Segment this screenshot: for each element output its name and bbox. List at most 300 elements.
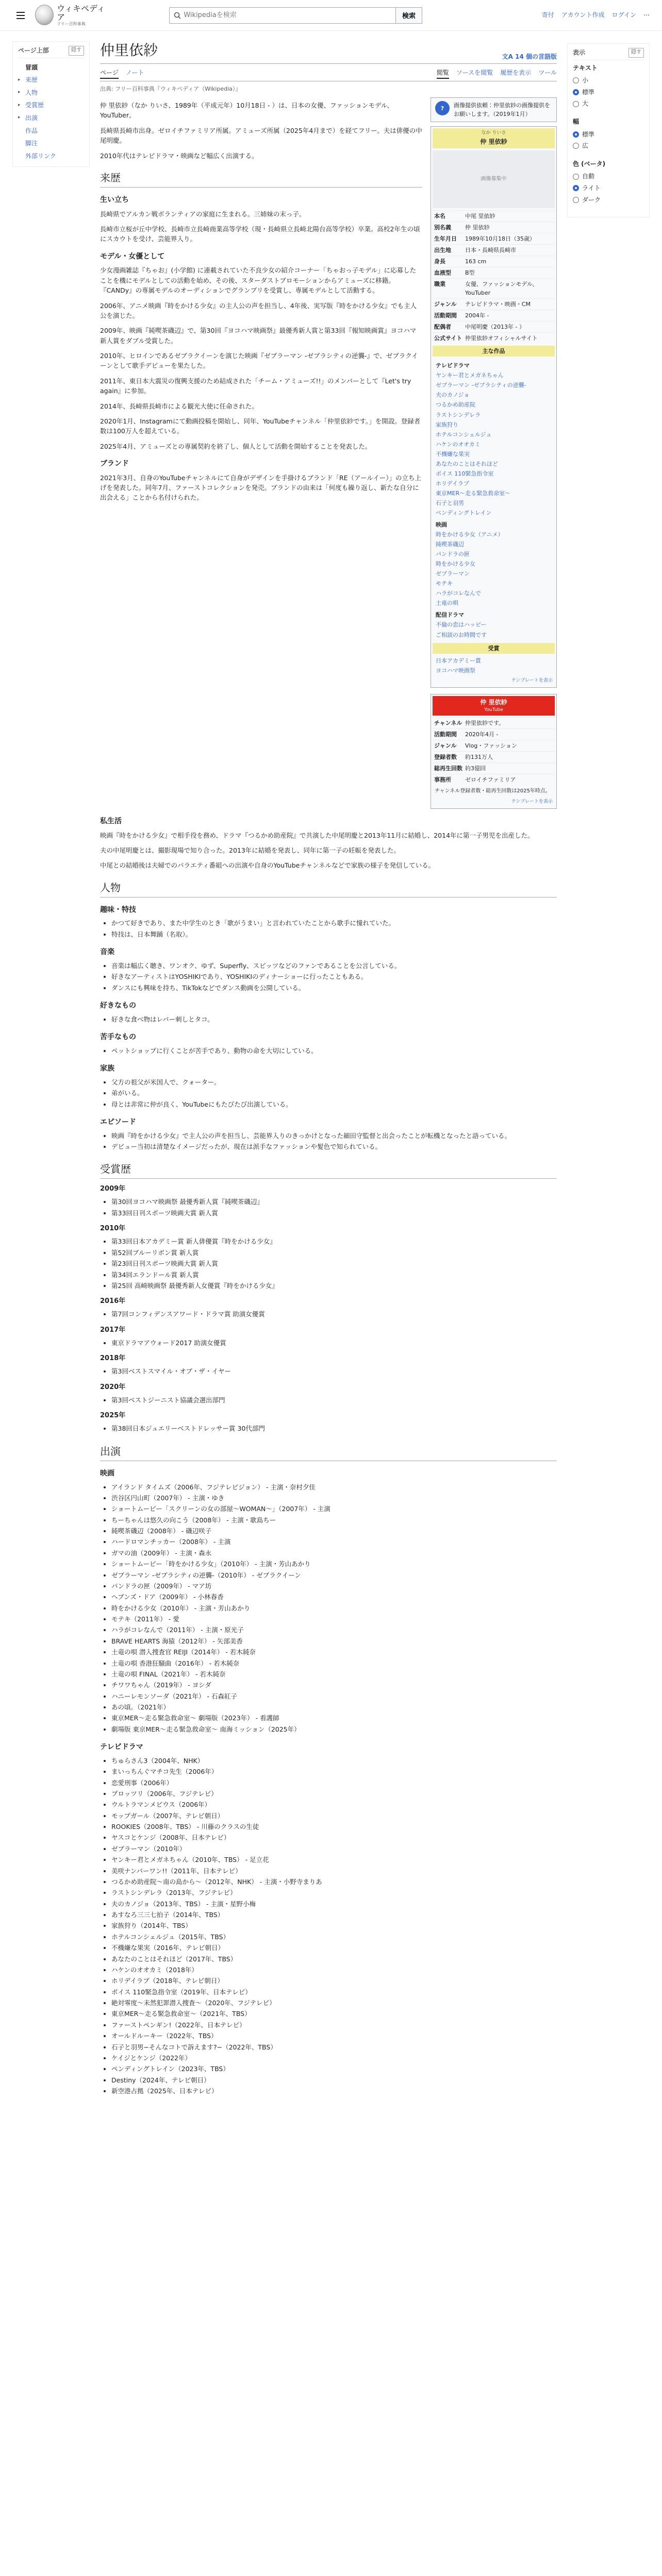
list-item: • ショートムービー「スクリーンの女の部屋〜WOMAN〜」（2007年） - 主演 [111, 1503, 557, 1514]
radio-option[interactable] [573, 182, 644, 194]
list-item: • 石子と羽男−そんなコトで訴えます?−（2022年、TBS） [111, 2042, 557, 2053]
list-item: • 渋谷区円山町（2007年） - 主演・ゆき [111, 1493, 557, 1503]
award-item: • 東京ドラマアウォード2017 助演女優賞 [111, 1337, 557, 1348]
infobox-key: 活動期間 [434, 731, 457, 738]
list-item: • 好きなアーティストはYOSHIKIであり、YOSHIKIのディナーショーに行ったこともある。 [111, 971, 557, 982]
list-item: • ゼブラーマン（2010年） [111, 1843, 557, 1854]
infobox-value: 約3億回 [465, 765, 486, 772]
heading-family: 家族 [100, 1064, 114, 1073]
award-item: • 第33回日本アカデミー賞 新人俳優賞『時をかける少女』 [111, 1236, 557, 1247]
award-item: • 第25回 高崎映画祭 最優秀新人女優賞『時をかける少女』 [111, 1280, 557, 1291]
radio-label: 広 [582, 142, 589, 150]
lead-section [100, 100, 422, 161]
infobox-ruby: なか りいさ [481, 130, 506, 136]
infobox-work-link[interactable]: 時をかける少女（アニメ） [436, 531, 504, 538]
dislikes-list [111, 1045, 557, 1056]
infobox-value: 仲里依紗です。 [465, 720, 505, 727]
award-year: 2025年 [100, 1412, 126, 1420]
awards-section [100, 1184, 557, 1434]
award-item: • 第23回日刊スポーツ映画大賞 新人賞 [111, 1258, 557, 1269]
infobox-column [431, 97, 557, 809]
display-title: 表示 [573, 49, 586, 56]
infobox-key: 活動期間 [434, 312, 457, 319]
radio-option[interactable] [573, 87, 644, 98]
infobox-row [433, 740, 555, 751]
award-year: 2020年 [100, 1383, 126, 1391]
list-item: • オールドルーキー（2022年、TBS） [111, 2030, 557, 2041]
infobox-key: 血液型 [434, 269, 451, 276]
list-item: • アイランド タイムズ（2006年、フジテレビジョン） - 主演・奈村夕佳 [111, 1482, 557, 1493]
search-input[interactable] [184, 11, 391, 19]
radio-option[interactable] [573, 98, 644, 110]
heading-films: 映画 [100, 1469, 114, 1478]
infobox-work-link[interactable]: ご相談のお時間です [436, 631, 487, 638]
heading-career: 来歴 [100, 170, 422, 188]
infobox-row [433, 717, 555, 728]
list-item: • ちゅらさん3（2004年、NHK） [111, 1755, 557, 1766]
paragraph: 2025年4月、アミューズとの専属契約を終了し、個人として活動を開始することを発表した。 [100, 442, 372, 450]
camera-icon: ? [435, 101, 450, 115]
award-list [111, 1366, 557, 1377]
infobox-key: 本名 [434, 212, 445, 219]
award-year: 2016年 [100, 1297, 126, 1306]
hobbies-list [111, 918, 557, 940]
list-item: • ラストシンデレラ（2013年、フジテレビ） [111, 1887, 557, 1898]
toc-item[interactable] [18, 125, 84, 138]
list-item: • Destiny（2024年、テレビ朝日） [111, 2075, 557, 2086]
radio-button[interactable] [573, 101, 579, 107]
list-item: • 絶対零度〜未然犯罪潜入捜査〜（2020年、フジテレビ） [111, 1997, 557, 2008]
list-item: • ショートムービー「時をかける少女」（2010年） - 主演・芳山あかり [111, 1558, 557, 1569]
heading-private-life: 私生活 [100, 817, 122, 825]
tab-tools[interactable]: ツール [538, 69, 557, 77]
radio-button[interactable] [573, 185, 579, 191]
award-list [111, 1395, 557, 1405]
infobox-works-heading: 主な作品 [433, 346, 555, 357]
search-button[interactable]: 検索 [396, 7, 422, 24]
infobox-work-link[interactable]: ボイス 110緊急指令室 [436, 470, 494, 477]
tab-article[interactable]: ページ [100, 68, 119, 79]
list-item: • あの頃。（2021年） [111, 1702, 557, 1713]
list-item: • ダンスにも興味を持ち、TikTokなどでダンス動画を公開している。 [111, 982, 557, 993]
main-menu-button[interactable] [12, 7, 29, 24]
award-list [111, 1423, 557, 1434]
radio-option[interactable] [573, 75, 644, 87]
infobox-work-link[interactable]: あなたのことはそれほど [436, 460, 498, 467]
infobox-work-link[interactable]: 土竜の唄 [436, 600, 458, 607]
create-account-link[interactable]: アカウント作成 [561, 11, 605, 19]
infobox-work-link[interactable]: 不倫の恋はハッピー [436, 621, 487, 629]
infobox-work-link[interactable]: モテキ [436, 580, 453, 587]
episodes-list [111, 1130, 557, 1153]
site-header [0, 0, 662, 31]
infobox-row [433, 233, 555, 244]
infobox-work-link[interactable]: 純喫茶磯辺 [436, 541, 464, 548]
list-item: • 母とは非常に仲が良く、YouTubeにもたびたび出演している。 [111, 1099, 557, 1110]
award-item: • 第3回ベストジーニスト協議会選出部門 [111, 1395, 557, 1405]
youtube-infobox-note: チャンネル登録者数・総再生回数は2025年時点。 [435, 788, 551, 794]
paragraph: 2010年代はテレビドラマ・映画など幅広く出演する。 [100, 151, 258, 160]
films-list [111, 1482, 557, 1735]
heading-model-actress: モデル・女優として [100, 252, 165, 261]
list-item: • ハラがコレなんで（2011年） - 主演・原光子 [111, 1624, 557, 1635]
globe-icon [35, 5, 54, 25]
list-item: • デビュー当初は清楚なイメージだったが、現在は派手なファッションや髪色で知られている。 [111, 1141, 557, 1152]
award-item: • 第34回エランドール賞 新人賞 [111, 1269, 557, 1280]
radio-button[interactable] [573, 131, 579, 138]
career-model-actress [100, 265, 422, 451]
list-item: • ファーストペンギン!（2022年、日本テレビ） [111, 2020, 557, 2030]
list-item: • 夫のカノジョ（2013年、TBS） - 主演・星野小梅 [111, 1899, 557, 1909]
list-item: • あすなろ三三七拍子（2014年、TBS） [111, 1909, 557, 1920]
infobox-row [433, 210, 555, 222]
dramas-list [111, 1755, 557, 2097]
list-item: • ケイジとケンジ（2022年） [111, 2053, 557, 2063]
toc-item-label: 外部リンク [25, 152, 56, 160]
list-item: • ウルトラマンメビウス（2006年） [111, 1799, 557, 1810]
toc-title: ページ上部 [18, 47, 49, 54]
heading-works: 出演 [100, 1444, 557, 1461]
list-item: • ボイス 110緊急指令室（2019年、日本テレビ） [111, 1987, 557, 1997]
toc-item[interactable] [18, 99, 84, 112]
radio-option[interactable] [573, 194, 644, 206]
infobox-work-link[interactable]: 家族狩り [436, 421, 458, 428]
login-link[interactable]: ログイン [611, 11, 636, 19]
infobox-row [433, 728, 555, 740]
infobox-value: 仲里依紗オフィシャルサイト [465, 335, 538, 342]
award-year: 2009年 [100, 1185, 126, 1193]
infobox-row [433, 762, 555, 774]
heading-brand: ブランド [100, 460, 129, 468]
paragraph: 2006年、アニメ映画『時をかける少女』の主人公の声を担当し、4年後、実写版『時をかける少女』でも主人公を演じた。 [100, 301, 417, 319]
infobox-value: ゼロイチファミリア [465, 776, 516, 784]
radio-label: ダーク [582, 196, 601, 204]
radio-label: 自動 [582, 173, 595, 180]
toc-item[interactable] [18, 87, 84, 99]
paragraph: 長崎県でアルカン戦ボランティアの家庭に生まれる。三姉妹の末っ子。 [100, 210, 306, 218]
chevron-right-icon[interactable]: ▸ [18, 90, 21, 95]
toc-item[interactable] [18, 137, 84, 150]
list-item: • 恋愛刑事（2006年） [111, 1777, 557, 1788]
toc-item-label: 来歴 [25, 76, 38, 84]
list-item: • ペンディングトレイン（2023年、TBS） [111, 2063, 557, 2074]
infobox-value: Vlog・ファッション [465, 742, 517, 750]
infobox-key: 事務所 [434, 776, 451, 784]
list-item: • ヘブンズ・ドア（2009年） - 小林春香 [111, 1591, 557, 1602]
infobox-works-category: 配信ドラマ [436, 612, 464, 619]
infobox-value: 女優、ファッションモデル、YouTuber [465, 280, 538, 296]
paragraph: 長崎県長崎市出身。ゼロイチファミリア所属。アミューズ所属（2025年4月まで）を経てフリー。夫は俳優の中尾明慶。 [100, 126, 422, 145]
youtube-infobox-name: 仲 里依紗 [480, 698, 507, 706]
radio-option[interactable] [573, 129, 644, 141]
infobox-row [433, 332, 555, 344]
infobox-key: 職業 [434, 280, 445, 287]
infobox-work-link[interactable]: 夫のカノジョ [436, 392, 470, 399]
radio-label: 大 [582, 100, 589, 108]
radio-button[interactable] [573, 197, 579, 203]
paragraph: 2014年、長崎県長崎市による観光大使に任命された。 [100, 402, 258, 410]
radio-label: 小 [582, 77, 589, 84]
paragraph: 夫の中尾明慶とは、撮影現場で知り合った。2013年に結婚を発表し、同年に第一子の妊娠を発表した。 [100, 846, 400, 854]
award-year: 2018年 [100, 1354, 126, 1363]
list-item: • ゼブラーマン -ゼブラシティの逆襲-（2010年） - ゼブラクイーン [111, 1570, 557, 1581]
heading-music: 音楽 [100, 948, 114, 957]
infobox-name: 仲 里依紗 [480, 138, 507, 146]
infobox-work-link[interactable]: ヤンキー君とメガネちゃん [436, 372, 504, 379]
infobox-work-link[interactable]: 時をかける少女 [436, 561, 475, 568]
infobox-row [433, 298, 555, 310]
list-item: • 劇場版 東京MER〜走る緊急救命室〜 南海ミッション（2025年） [111, 1724, 557, 1735]
list-item: • 東京MER〜走る緊急救命室〜（2021年、TBS） [111, 2008, 557, 2019]
list-item: • まいっちんぐマチコ先生（2006年） [111, 1766, 557, 1777]
toc-item[interactable] [18, 150, 84, 163]
infobox-key: 総再生回数 [434, 765, 462, 772]
paragraph: 長崎市立桜が丘中学校、長崎市立長崎商業高等学校（現・長崎県立長崎北陽台高等学校）卒業。高校2年生の頃にスカウトを受け、芸能界入り。 [100, 225, 420, 243]
infobox-row [433, 222, 555, 233]
list-item: • 美咲ナンバーワン!!（2011年、日本テレビ） [111, 1866, 557, 1876]
youtube-template-link[interactable]: テンプレートを表示 [511, 799, 553, 804]
list-item: • ハケンのオオカミ（2018年） [111, 1964, 557, 1975]
heading-dramas: テレビドラマ [100, 1743, 143, 1752]
radio-label: ライト [582, 184, 601, 192]
infobox-photo-placeholder: 画像募集中 [433, 150, 555, 208]
award-list [111, 1309, 557, 1319]
list-item: • ペットショップに行くことが苦手であり、動物の命を大切にしている。 [111, 1045, 557, 1056]
chevron-right-icon[interactable]: ▸ [18, 115, 21, 121]
infobox-row [433, 267, 555, 278]
list-item: • ヤスコとケンジ（2008年、日本テレビ） [111, 1832, 557, 1843]
infobox-award-link[interactable]: ヨコハマ映画祭 [436, 667, 475, 674]
list-item: • BRAVE HEARTS 海猿（2012年） - 矢部美香 [111, 1636, 557, 1647]
toc-hide-button[interactable]: 隠す [69, 46, 84, 56]
chevron-right-icon[interactable]: ▸ [18, 77, 21, 82]
infobox-row [433, 256, 555, 267]
infobox-key: 別名義 [434, 224, 451, 231]
language-button[interactable]: 文A 14 個の言語版 [502, 53, 557, 60]
toc-item-label: 冒頭 [25, 63, 38, 71]
infobox-work-link[interactable]: 不機嫌な果実 [436, 450, 470, 457]
music-list [111, 960, 557, 993]
infobox-value: 2004年 - [465, 312, 489, 319]
chevron-right-icon[interactable]: ▸ [18, 102, 21, 108]
list-item: • 家族狩り（2014年、TBS） [111, 1920, 557, 1931]
radio-label: 標準 [582, 130, 595, 138]
infobox-key: 出生地 [434, 246, 451, 253]
career-brand [100, 473, 422, 503]
infobox-key: チャンネル [434, 720, 462, 727]
list-item: • ヤンキー君とメガネちゃん（2010年、TBS） - 足立花 [111, 1854, 557, 1865]
radio-button[interactable] [573, 143, 579, 149]
width-label: 幅 [573, 117, 580, 125]
list-item: • かつて好きであり、また中学生のとき「歌がうまい」と言われていたことから歌手に憧れていた。 [111, 918, 557, 928]
infobox-key: ジャンル [434, 301, 457, 308]
award-item: • 第33回日刊スポーツ映画大賞 新人賞 [111, 1208, 557, 1218]
toc-item-label: 作品 [25, 127, 38, 134]
list-item: • モップガール（2007年、テレビ朝日） [111, 1810, 557, 1821]
list-item: • 映画『時をかける少女』で主人公の声を担当し、芸能界入りのきっかけとなった細田守監督と出会ったことが転機となったと語っている。 [111, 1130, 557, 1141]
infobox-row [433, 751, 555, 762]
award-item: • 第30回ヨコハマ映画祭 最優秀新人賞『純喫茶磯辺』 [111, 1196, 557, 1207]
toc-item-label: 受賞歴 [25, 101, 44, 109]
list-item: • つるかめ助産院〜南の島から〜（2012年、NHK） - 主演・小野寺まりあ [111, 1876, 557, 1887]
infobox-row [433, 774, 555, 785]
logo-title: ウィキペディア [56, 3, 105, 23]
heading-person: 人物 [100, 880, 557, 897]
infobox-works-category: 映画 [436, 521, 447, 529]
list-item: • プロッツリ（2006年、フジテレビ） [111, 1788, 557, 1799]
tab-read[interactable]: 閲覧 [437, 68, 449, 79]
list-item: • 土竜の唄 香港狂騒曲（2016年） - 若木純奈 [111, 1658, 557, 1669]
list-item: • 純喫茶磯辺（2008年） - 磯辺咲子 [111, 1526, 557, 1536]
likes-list [111, 1014, 557, 1025]
paragraph: 2009年、映画『純喫茶磯辺』で、第30回『ヨコハマ映画祭』最優秀新人賞と第33回『報知映画賞』ヨコハマ新人賞をダブル受賞した。 [100, 327, 417, 345]
career-early-life [100, 209, 422, 244]
infobox-work-link[interactable]: ゼブラーマン -ゼブラシティの逆襲- [436, 382, 526, 389]
list-item: • あなたのことはそれほど（2017年、TBS） [111, 1954, 557, 1964]
infobox-work-link[interactable]: ハラがコレなんで [436, 590, 481, 597]
infobox-row [433, 310, 555, 321]
logo-subtitle: フリー百科事典 [56, 21, 86, 26]
tab-talk[interactable]: ノート [125, 69, 144, 77]
toc-item[interactable] [18, 74, 84, 87]
donate-link[interactable]: 寄付 [541, 11, 554, 19]
toc-item-label: 出演 [25, 114, 38, 122]
infobox-value: 日本・長崎県長崎市 [465, 246, 516, 253]
list-item: • ハニーレモンソーダ（2021年） - 石森紅子 [111, 1691, 557, 1702]
radio-label: 標準 [582, 88, 595, 96]
infobox-work-link[interactable]: パンドラの匣 [436, 551, 470, 558]
paragraph: 2010年、ヒロインであるゼブラクイーンを演じた映画『ゼブラーマン -ゼブラシティの逆襲-』で、ゼブラクイーンとして歌手デビューを果たした。 [100, 352, 418, 370]
list-item: • 土竜の唄 FINAL（2021年） - 若木純奈 [111, 1669, 557, 1680]
list-item: • 好きな食べ物はレバー刺しとタコ。 [111, 1014, 557, 1025]
toc-panel [12, 41, 90, 167]
infobox-template-link[interactable]: テンプレートを表示 [511, 677, 553, 683]
infobox [431, 126, 557, 688]
list-item: • ホリデイラブ（2018年、テレビ朝日） [111, 1975, 557, 1986]
award-year: 2010年 [100, 1225, 126, 1233]
infobox-awards-heading: 受賞 [433, 643, 555, 654]
radio-button[interactable] [573, 89, 579, 95]
radio-option[interactable] [573, 140, 644, 152]
heading-awards: 受賞歴 [100, 1161, 557, 1179]
infobox-work-link[interactable]: ゼブラーマン [436, 570, 470, 578]
radio-button[interactable] [573, 174, 579, 180]
search-form [169, 7, 422, 24]
list-item: • 父方の祖父が米国人で、クォーター。 [111, 1077, 557, 1088]
page-tabs [100, 66, 557, 81]
list-item: • 時をかける少女（2010年） - 主演・芳山あかり [111, 1603, 557, 1614]
youtube-infobox-sub: YouTube [484, 707, 503, 713]
list-item: • 不機嫌な果実（2016年、テレビ朝日） [111, 1942, 557, 1953]
heading-early-life: 生い立ち [100, 195, 129, 204]
wikipedia-logo[interactable] [35, 4, 107, 27]
paragraph: 少女漫画雑誌『ちゃお』(小学館) に連載されていた不良少女の紹介コーナー「ちゃおっ子モデル」に応募したことを機にモデルとしての活動を始め、その後、スターダストプロモーションからアミューズに移籍。『CANDy』の専属モデルのオーディションでグランプリを受賞し、専属モデルとして活動する。 [100, 266, 417, 295]
page-title: 仲里依紗 [100, 42, 158, 59]
list-item: • ホテルコンシェルジュ（2015年、TBS） [111, 1931, 557, 1942]
award-item: • 第3回ベストスマイル・オブ・ザ・イヤー [111, 1366, 557, 1377]
text-size-label: テキスト [573, 64, 598, 72]
more-icon[interactable]: ⋯ [643, 11, 650, 19]
list-item: • ちーちゃんは悠久の向こう（2008年） - 主演・歌島ちー [111, 1515, 557, 1526]
infobox-key: 登録者数 [434, 754, 457, 761]
display-options-column [567, 31, 650, 2100]
radio-button[interactable] [573, 77, 579, 83]
paragraph: 2021年3月、自身のYouTubeチャンネルにて自身がデザインを手掛けるブランド「RE（アールイー）」の立ち上げを発表した。同年7月、ファーストコレクションを発売。ブランドの由来は「何度も繰り返し、新たな自分に出会える」ことから名付けられた。 [100, 473, 422, 502]
infobox-work-link[interactable]: ハケンのオオカミ [436, 440, 481, 448]
paragraph: 2020年1月、Instagramにて動画投稿を開始し、同年、YouTubeチャンネル「仲里依紗です。」を開設。登録者数は100万人を超えている。 [100, 417, 421, 435]
tab-history[interactable]: 履歴を表示 [500, 69, 532, 77]
list-item: • チワワちゃん（2019年） - ヨシダ [111, 1680, 557, 1690]
heading-dislikes: 苦手なもの [100, 1033, 136, 1042]
list-item: • ガマの油（2009年） - 主演・森永 [111, 1548, 557, 1558]
infobox-value: 中尾 里依紗 [465, 212, 495, 219]
list-item: • 新空港占拠（2025年、日本テレビ） [111, 2086, 557, 2096]
toc-item-label: 脚注 [25, 140, 38, 147]
career-private-life [100, 831, 557, 871]
color-label: 色 (ベータ) [573, 160, 606, 167]
infobox-value: B型 [465, 269, 475, 276]
heading-likes: 好きなもの [100, 1001, 136, 1010]
image-request-notice: ? 画像提供依頼：仲里依紗の画像提供をお願いします。（2019年1月） [431, 97, 557, 122]
award-list [111, 1196, 557, 1218]
infobox-key: 身長 [434, 258, 445, 265]
award-year: 2017年 [100, 1326, 126, 1334]
award-item: • 第52回ブルーリボン賞 新人賞 [111, 1247, 557, 1258]
paragraph: 2011年、東日本大震災の復興支援のため結成された「チーム・アミューズ!!」のメンバーとして『Let's try again』に参加。 [100, 377, 411, 395]
infobox-work-link[interactable]: 石子と羽男 [436, 499, 464, 506]
infobox-work-link[interactable]: つるかめ助産院 [436, 401, 475, 409]
infobox-award-link[interactable]: 日本アカデミー賞 [436, 657, 481, 664]
infobox-key: ジャンル [434, 742, 457, 750]
list-item: • 特技は、日本舞踊（名取）。 [111, 929, 557, 940]
list-item: • モテキ（2011年） - 愛 [111, 1614, 557, 1624]
infobox-work-link[interactable]: ホリデイラブ [436, 480, 470, 487]
display-hide-button[interactable]: 隠す [628, 48, 644, 58]
paragraph: 映画『時をかける少女』で相手役を務め、ドラマ『つるかめ助産院』で共演した中尾明慶と2013年11月に結婚し、2014年に第一子男児を出産した。 [100, 831, 534, 839]
main-content [90, 31, 567, 2100]
award-list [111, 1236, 557, 1291]
tab-view-source[interactable]: ソースを閲覧 [456, 69, 493, 77]
infobox-value: 約131万人 [465, 754, 493, 761]
radio-option[interactable] [573, 171, 644, 182]
infobox-work-link[interactable]: 東京MER〜走る緊急救命室〜 [436, 489, 511, 497]
toc-item-label: 人物 [25, 89, 38, 96]
infobox-key: 配偶者 [434, 324, 451, 331]
infobox-value: 中尾明慶（2013年 - ） [465, 324, 525, 331]
infobox-value: 163 cm [465, 258, 487, 265]
infobox-works-category: テレビドラマ [436, 362, 470, 369]
family-list [111, 1077, 557, 1110]
infobox-row [433, 321, 555, 332]
search-icon [174, 12, 180, 19]
list-item: • 音楽は幅広く聴き、ワンオク、ゆず、Superfly、スピッツなどのファンであることを公言している。 [111, 960, 557, 971]
infobox-value: 2020年4月 - [465, 731, 499, 738]
infobox-value: 1989年10月18日（35歳） [465, 235, 535, 242]
toc-column [12, 31, 90, 2100]
infobox-work-link[interactable]: ホテルコンシェルジュ [436, 431, 492, 438]
infobox-work-link[interactable]: ラストシンデレラ [436, 411, 481, 418]
list-item: • パンドラの匣（2009年） - マア坊 [111, 1581, 557, 1591]
paragraph: 中尾との結婚後は夫婦でのバラエティ番組への出演や自身のYouTubeチャンネルなどで家族の様子を発信している。 [100, 861, 435, 870]
heading-episodes: エピソード [100, 1117, 136, 1126]
toc-item[interactable] [18, 61, 84, 74]
display-options-panel [567, 43, 650, 217]
infobox-row [433, 244, 555, 256]
list-item: • 土竜の唄 潜入捜査官 REIJI（2014年） - 若木純奈 [111, 1647, 557, 1657]
toc-item[interactable] [18, 112, 84, 125]
infobox-key: 公式サイト [434, 335, 462, 342]
infobox-work-link[interactable]: ペンディングトレイン [436, 509, 492, 516]
